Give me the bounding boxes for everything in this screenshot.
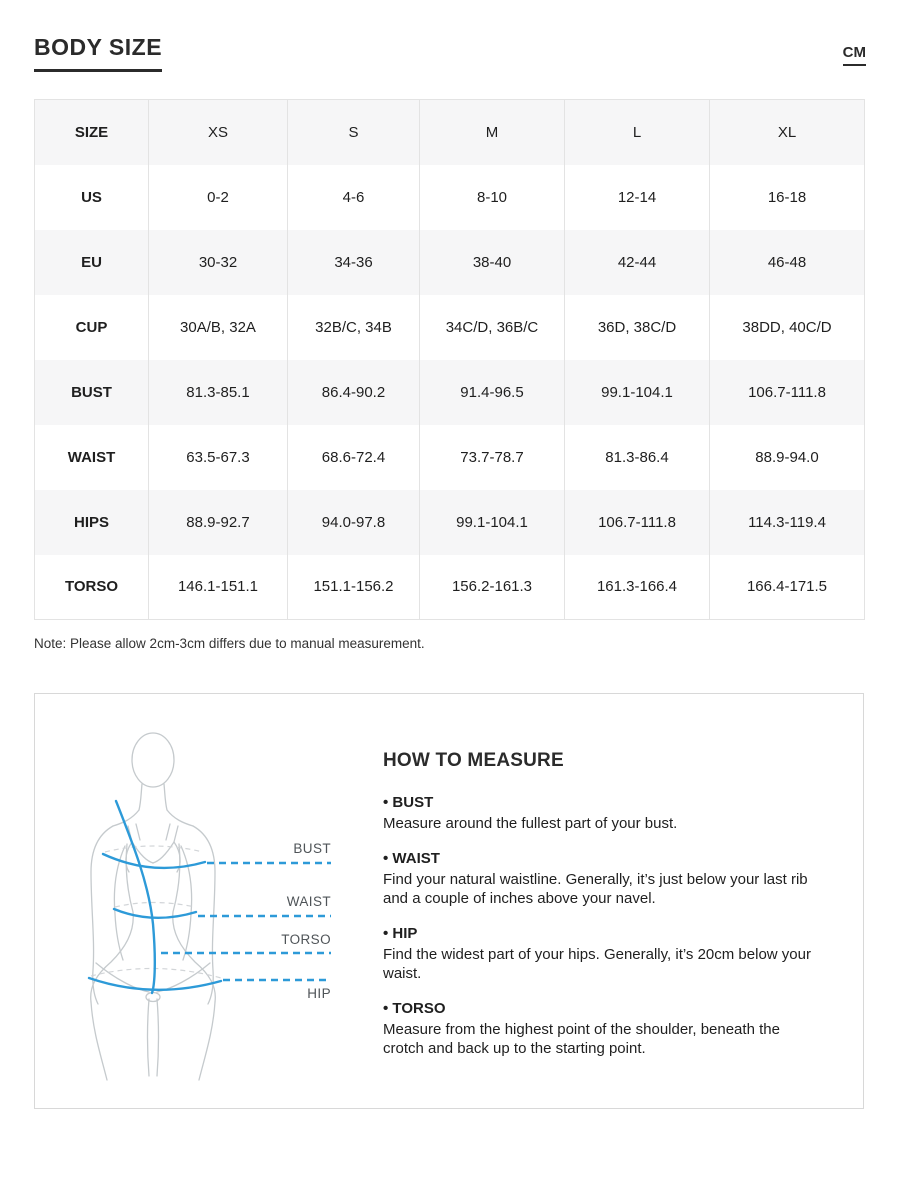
body-figure [35,694,383,1108]
measure-item-text: Measure from the highest point of the shoulder, beneath the crotch and back up to the starting point. [383,1021,780,1057]
torso-tape-line [116,801,155,993]
size-cell: 151.1-156.2 [288,555,420,620]
bust-label: BUST [293,841,331,856]
size-cell: M [420,100,565,165]
size-cell: 166.4-171.5 [710,555,865,620]
unit-toggle-cm[interactable]: CM [843,44,866,66]
table-row [35,360,865,425]
size-cell: 34-36 [288,230,420,295]
row-header: CUP [75,318,108,336]
table-row [35,100,865,165]
row-header: WAIST [67,448,116,466]
measure-item-text: Measure around the fullest part of your bust. [383,815,678,832]
page-header [34,34,866,72]
size-cell: 161.3-166.4 [565,555,710,620]
waist-label: WAIST [286,894,331,909]
size-cell: 32B/C, 34B [288,295,420,360]
page-title: BODY SIZE [34,34,162,72]
size-cell: 30-32 [149,230,288,295]
table-row [35,490,865,555]
size-cell: 73.7-78.7 [420,425,565,490]
body-outline [91,733,216,1080]
table-row [35,555,865,620]
size-cell: 46-48 [710,230,865,295]
size-cell: S [288,100,420,165]
measure-item-label: • TORSO [383,1000,819,1017]
measure-item [383,850,819,908]
row-header: SIZE [74,123,109,141]
size-cell: 30A/B, 32A [149,295,288,360]
size-cell: 4-6 [288,165,420,230]
size-cell: 8-10 [420,165,565,230]
size-cell: XS [149,100,288,165]
row-header: US [81,188,102,206]
size-cell: 94.0-97.8 [288,490,420,555]
size-cell: 106.7-111.8 [565,490,710,555]
how-to-measure-title: HOW TO MEASURE [383,750,564,771]
measure-item [383,794,819,833]
size-cell: 38DD, 40C/D [710,295,865,360]
size-cell: L [565,100,710,165]
body-figure-illustration [35,694,383,1108]
size-cell: 99.1-104.1 [420,490,565,555]
table-row [35,230,865,295]
size-cell: 81.3-85.1 [149,360,288,425]
size-cell: 34C/D, 36B/C [420,295,565,360]
size-table-body [35,100,865,620]
size-cell: 91.4-96.5 [420,360,565,425]
size-cell: 156.2-161.3 [420,555,565,620]
measure-item [383,925,819,983]
waist-tape-line [114,909,196,918]
torso-label: TORSO [281,932,331,947]
table-row [35,425,865,490]
measure-item-text: Find your natural waistline. Generally, it’s just below your last rib and a couple of inches above your navel. [383,871,808,907]
measure-item [383,1000,819,1058]
size-cell: 88.9-94.0 [710,425,865,490]
how-to-measure-section [383,694,863,1108]
table-row [35,165,865,230]
hip-label: HIP [307,986,331,1001]
size-cell: 12-14 [565,165,710,230]
size-table [34,99,865,620]
size-cell: 42-44 [565,230,710,295]
size-cell: 63.5-67.3 [149,425,288,490]
size-cell: XL [710,100,865,165]
table-row [35,295,865,360]
how-to-measure-box [34,693,864,1109]
size-cell: 81.3-86.4 [565,425,710,490]
size-cell: 36D, 38C/D [565,295,710,360]
size-cell: 86.4-90.2 [288,360,420,425]
measurement-note: Note: Please allow 2cm-3cm differs due to manual measurement. [34,636,425,651]
row-header: BUST [71,383,112,401]
size-cell: 68.6-72.4 [288,425,420,490]
measure-item-text: Find the widest part of your hips. Generally, it’s 20cm below your waist. [383,946,811,982]
size-cell: 106.7-111.8 [710,360,865,425]
measure-item-label: • WAIST [383,850,819,867]
size-cell: 114.3-119.4 [710,490,865,555]
size-cell: 146.1-151.1 [149,555,288,620]
size-cell: 0-2 [149,165,288,230]
measure-item-label: • BUST [383,794,819,811]
size-cell: 99.1-104.1 [565,360,710,425]
row-header: HIPS [73,513,109,531]
size-cell: 38-40 [420,230,565,295]
size-cell: 88.9-92.7 [149,490,288,555]
measure-item-label: • HIP [383,925,819,942]
row-header: TORSO [64,578,119,596]
size-cell: 16-18 [710,165,865,230]
row-header: EU [81,253,102,271]
